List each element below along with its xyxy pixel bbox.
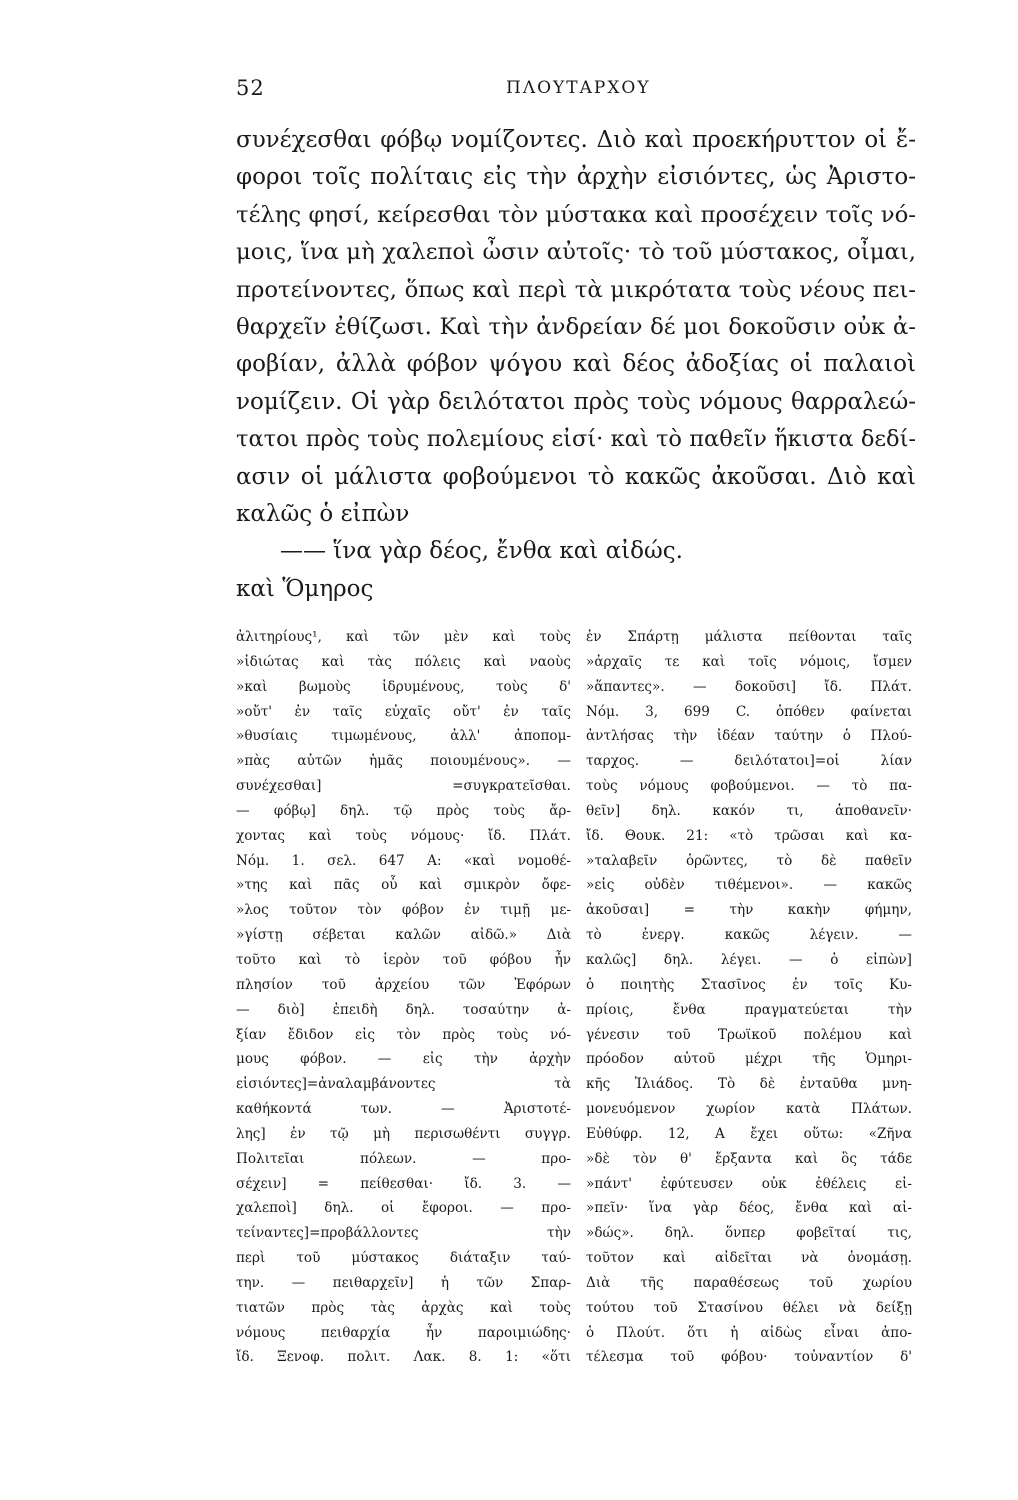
note-line: ὁ ποιητὴς Στασῖνος ἐν τοῖς Κυ- <box>586 976 912 993</box>
note-line: τούτου τοῦ Στασίνου θέλει νὰ δείξῃ <box>586 1299 912 1316</box>
note-line: »δὲ τὸν θ' ἔρξαντα καὶ ὃς τάδε <box>586 1150 912 1167</box>
note-line: γένεσιν τοῦ Τρωϊκοῦ πολέμου καὶ <box>586 1026 912 1043</box>
notes-right-column <box>586 625 912 1370</box>
note-line: μονευόμενον χωρίον κατὰ Πλάτων. <box>586 1101 912 1118</box>
note-line: »δώς». δηλ. ὅνπερ φοβεῖταί τις, <box>586 1225 912 1242</box>
note-line: εἰσιόντες]=ἀναλαμβάνοντες τὰ <box>236 1076 571 1093</box>
note-line: »πάντ' ἐφύτευσεν οὐκ ἐθέλεις εἰ- <box>586 1175 912 1192</box>
main-text-line: συνέχεσθαι φόβῳ νομίζοντες. Διὸ καὶ προεκήρυττον οἱ ἔ- <box>236 127 916 153</box>
main-text-line: ασιν οἱ μάλιστα φοβούμενοι τὸ κακῶς ἀκοῦσαι. Διὸ καὶ <box>236 463 916 490</box>
note-line: Εὐθύφρ. 12, Α ἔχει οὕτω: «Ζῆνα <box>586 1125 912 1142</box>
note-line: »λος τοῦτον τὸν φόβον ἐν τιμῇ με- <box>236 902 571 919</box>
note-line: Νόμ. 3, 699 C. ὁπόθεν φαίνεται <box>586 703 912 720</box>
note-line: ἀλιτηρίους¹, καὶ τῶν μὲν καὶ τοὺς <box>236 629 571 645</box>
note-line: »ἀρχαῖς τε καὶ τοῖς νόμοις, ἴσμεν <box>586 653 912 670</box>
main-text-line: τατοι πρὸς τοὺς πολεμίους εἰσί· καὶ τὸ παθεῖν ἥκιστα δεδί- <box>236 426 916 453</box>
note-line: πλησίον τοῦ ἀρχείου τῶν Ἐφόρων <box>236 976 571 993</box>
note-line: πρόοδον αὐτοῦ μέχρι τῆς Ὁμηρι- <box>586 1051 912 1068</box>
note-line: περὶ τοῦ μύστακος διάταξιν ταύ- <box>236 1250 571 1267</box>
running-title: ΠΛΟΥΤΑΡΧΟΥ <box>506 78 651 98</box>
main-text-closing: καὶ Ὅμηρος <box>236 575 374 602</box>
note-line: σέχειν] = πείθεσθαι· ἴδ. 3. — <box>236 1175 571 1192</box>
note-line: ἐν Σπάρτῃ μάλιστα πείθονται ταῖς <box>586 629 912 645</box>
note-line: τιατῶν πρὸς τὰς ἀρχὰς καὶ τοὺς <box>236 1299 571 1316</box>
note-line: τείναντες]=προβάλλοντες τὴν <box>236 1225 571 1242</box>
main-text-line: φοροι τοῖς πολίταις εἰς τὴν ἀρχὴν εἰσιόντες, ὡς Ἀριστο- <box>236 164 916 191</box>
main-text-line: θαρχεῖν ἐθίζωσι. Καὶ τὴν ἀνδρείαν δέ μοι δοκοῦσιν οὐκ ἀ- <box>236 313 916 340</box>
note-line: »οὔτ' ἐν ταῖς εὐχαῖς οὔτ' ἐν ταῖς <box>236 703 571 720</box>
note-line: »πεῖν· ἵνα γὰρ δέος, ἔνθα καὶ αἰ- <box>586 1200 912 1217</box>
verse-quotation: —— ἵνα γὰρ δέος, ἔνθα καὶ αἰδώς. <box>280 538 683 565</box>
page-number: 52 <box>236 76 265 100</box>
note-line: »εἰς οὐδὲν τιθέμενοι». — κακῶς <box>586 877 912 894</box>
note-line: τὸ ἐνεργ. κακῶς λέγειν. — <box>586 927 912 944</box>
note-line: πρίοις, ἔνθα πραγματεύεται τὴν <box>586 1001 912 1018</box>
main-text-line: προτείνοντες, ὅπως καὶ περὶ τὰ μικρότατα τοὺς νέους πει- <box>236 276 916 303</box>
note-line: »γίστῃ σέβεται καλῶν αἰδῶ.» Διὰ <box>236 927 571 944</box>
note-line: ἴδ. Ξενοφ. πολιτ. Λακ. 8. 1: «ὅτι <box>236 1349 571 1366</box>
note-line: ἀκοῦσαι] = τὴν κακὴν φήμην, <box>586 902 912 919</box>
main-text-line: νομίζειν. Οἱ γὰρ δειλότατοι πρὸς τοὺς νόμους θαρραλεώ- <box>236 388 916 415</box>
note-line: »ἰδιώτας καὶ τὰς πόλεις καὶ ναοὺς <box>236 653 571 670</box>
note-line: — φόβῳ] δηλ. τῷ πρὸς τοὺς ἄρ- <box>236 802 571 819</box>
note-line: νόμους πειθαρχία ἦν παροιμιώδης· <box>236 1324 571 1341</box>
note-line: καλῶς] δηλ. λέγει. — ὁ εἰπὼν] <box>586 951 912 968</box>
note-line: »ἅπαντες». — δοκοῦσι] ἴδ. Πλάτ. <box>586 678 912 695</box>
note-line: τοῦτον καὶ αἰδεῖται νὰ ὀνομάσῃ. <box>586 1250 912 1267</box>
note-line: »ταλαβεῖν ὁρῶντες, τὸ δὲ παθεῖν <box>586 852 912 869</box>
note-line: τοῦτο καὶ τὸ ἱερὸν τοῦ φόβου ἦν <box>236 951 571 968</box>
note-line: χοντας καὶ τοὺς νόμους· ἴδ. Πλάτ. <box>236 827 571 844</box>
notes-left-column <box>236 625 571 1370</box>
note-line: Διὰ τῆς παραθέσεως τοῦ χωρίου <box>586 1274 912 1291</box>
note-line: »καὶ βωμοὺς ἱδρυμένους, τοὺς δ' <box>236 678 571 695</box>
main-text-line: μοις, ἵνα μὴ χαλεποὶ ὦσιν αὐτοῖς· τὸ τοῦ μύστακος, οἶμαι, <box>236 239 916 266</box>
note-line: συνέχεσθαι] =συγκρατεῖσθαι. <box>236 778 571 795</box>
note-line: ὁ Πλούτ. ὅτι ἡ αἰδὼς εἶναι ἀπο- <box>586 1324 912 1341</box>
note-line: τοὺς νόμους φοβούμενοι. — τὸ πα- <box>586 778 912 795</box>
note-line: »θυσίαις τιμωμένους, ἀλλ' ἀποπομ- <box>236 728 571 745</box>
note-line: Πολιτεῖαι πόλεων. — προ- <box>236 1150 571 1167</box>
main-text-line: φοβίαν, ἀλλὰ φόβον ψόγου καὶ δέος ἀδοξίας οἱ παλαιοὶ <box>236 351 916 378</box>
note-line: ξίαν ἔδιδον εἰς τὸν πρὸς τοὺς νό- <box>236 1026 571 1043</box>
note-line: κῆς Ἰλιάδος. Τὸ δὲ ἐνταῦθα μνη- <box>586 1076 912 1093</box>
note-line: ἴδ. Θουκ. 21: «τὸ τρῶσαι καὶ κα- <box>586 827 912 844</box>
note-line: καθήκοντά των. — Ἀριστοτέ- <box>236 1101 571 1118</box>
note-line: την. — πειθαρχεῖν] ἡ τῶν Σπαρ- <box>236 1274 571 1291</box>
main-text-line: τέλης φησί, κείρεσθαι τὸν μύστακα καὶ προσέχειν τοῖς νό- <box>236 201 916 228</box>
note-line: λης] ἐν τῷ μὴ περισωθέντι συγγρ. <box>236 1125 571 1142</box>
main-text-line: καλῶς ὁ εἰπὼν <box>236 500 410 527</box>
note-line: »πὰς αὐτῶν ἡμᾶς ποιουμένους». — <box>236 753 571 770</box>
note-line: μους φόβον. — εἰς τὴν ἀρχὴν <box>236 1051 571 1068</box>
note-line: θεῖν] δηλ. κακόν τι, ἀποθανεῖν· <box>586 802 912 819</box>
note-line: χαλεποὶ] δηλ. οἱ ἔφοροι. — προ- <box>236 1200 571 1217</box>
note-line: τέλεσμα τοῦ φόβου· τοὐναντίον δ' <box>586 1349 912 1366</box>
note-line: »της καὶ πᾶς οὗ καὶ σμικρὸν ὄφε- <box>236 877 571 894</box>
note-line: ἀντλήσας τὴν ἰδέαν ταύτην ὁ Πλού- <box>586 728 912 745</box>
note-line: Νόμ. 1. σελ. 647 Α: «καὶ νομοθέ- <box>236 852 571 869</box>
note-line: ταρχος. — δειλότατοι]=οἱ λίαν <box>586 753 912 770</box>
note-line: — διὸ] ἐπειδὴ δηλ. τοσαύτην ἀ- <box>236 1001 571 1018</box>
main-text <box>236 122 916 608</box>
